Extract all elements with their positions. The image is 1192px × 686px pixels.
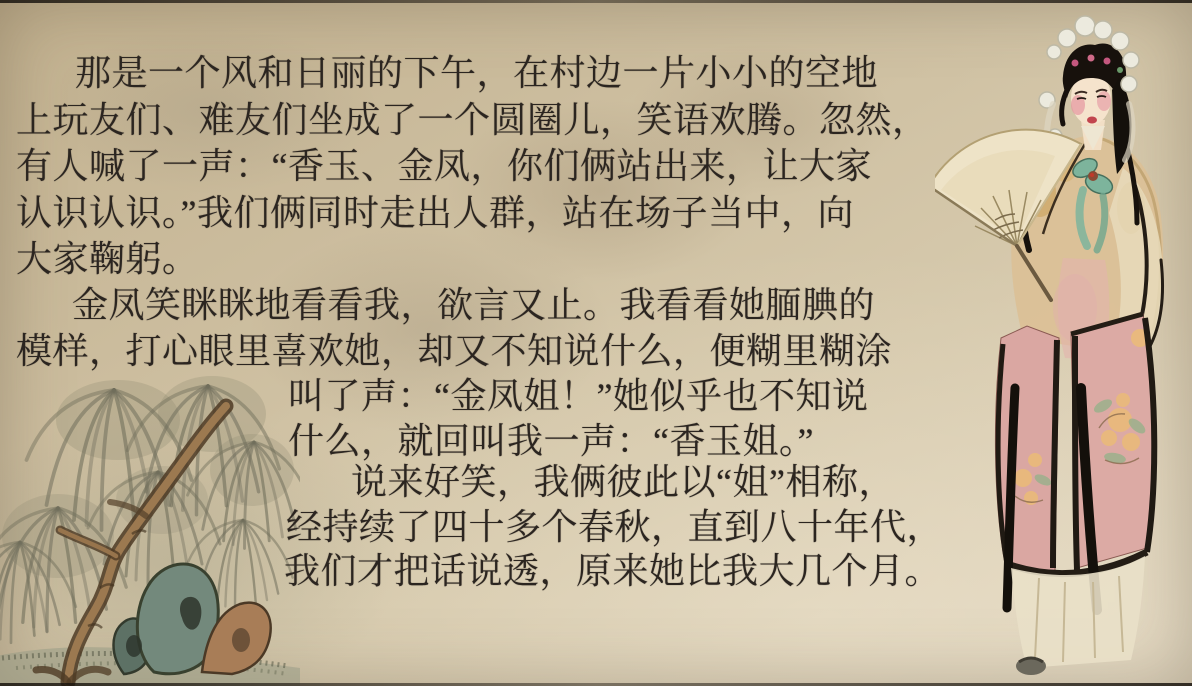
story-line-7: 模样，打心眼里喜欢她，却又不知说什么，便糊里糊涂 <box>16 331 893 371</box>
story-line-2: 上玩友们、难友们坐成了一个圆圈儿，笑语欢腾。忽然， <box>16 100 929 140</box>
story-line-4: 认识认识。”我们俩同时走出人群，站在场子当中，向 <box>16 193 854 233</box>
story-line-8: 叫了声：“金凤姐！”她似乎也不知说 <box>288 376 869 416</box>
story-line-6: 金凤笑眯眯地看看我，欲言又止。我看看她腼腆的 <box>72 285 876 325</box>
story-line-11: 经持续了四十多个春秋，直到八十年代， <box>286 507 944 547</box>
story-line-9: 什么，就回叫我一声：“香玉姐。” <box>288 421 814 461</box>
story-line-12: 我们才把话说透，原来她比我大几个月。 <box>284 551 942 591</box>
story-line-10: 说来好笑，我俩彼此以“姐”相称， <box>351 462 895 502</box>
top-border <box>0 0 1192 3</box>
story-line-5: 大家鞠躬。 <box>16 239 199 279</box>
story-line-3: 有人喊了一声：“香玉、金凤，你们俩站出来，让大家 <box>16 146 872 186</box>
opera-figure-illustration <box>935 8 1185 686</box>
willow-tree-illustration <box>0 350 300 686</box>
story-line-1: 那是一个风和日丽的下午，在村边一片小小的空地 <box>75 53 879 93</box>
